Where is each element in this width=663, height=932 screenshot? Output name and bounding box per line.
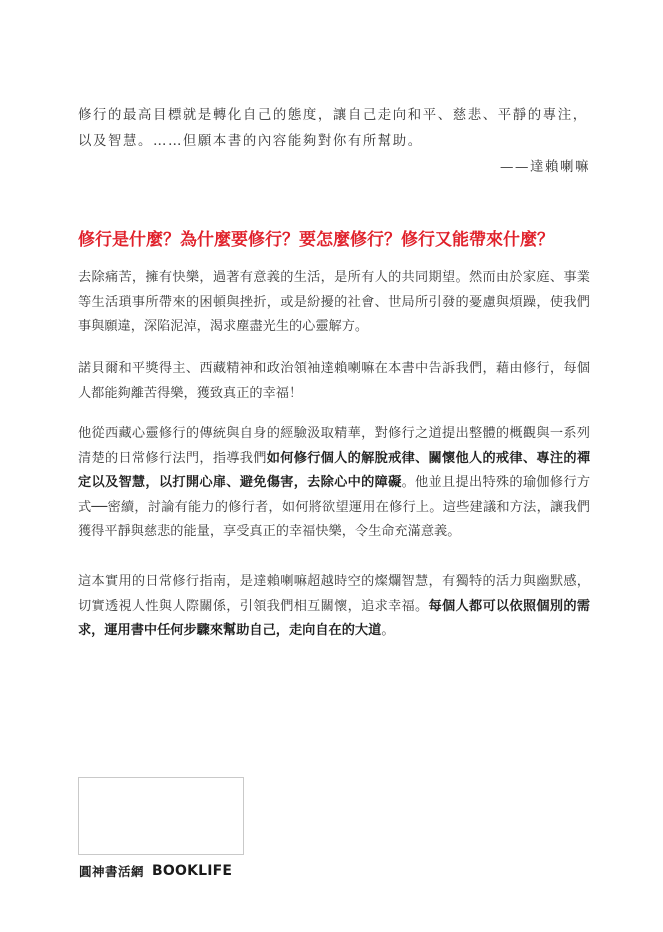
paragraph-4-text-end: 。	[381, 623, 395, 638]
paragraph-3-text-end: 。他並且提出特殊的瑜伽修行方式──密續，討論有能力的修行者，如何將欲望運用在修行上。這些建議和方法，讓我們獲得平靜與慈悲的能量，享受真正的幸福快樂，令生命充滿意義。	[78, 475, 591, 539]
opening-quote: 修行的最高目標就是轉化自己的態度，讓自己走向和平、慈悲、平靜的專注，以及智慧。……但願本書的內容能夠對你有所幫助。	[78, 108, 588, 149]
paragraph-3	[78, 422, 590, 545]
publisher-footer	[79, 861, 232, 881]
publisher-chinese-name: 圓神書活網	[79, 864, 145, 879]
image-placeholder-box	[78, 777, 244, 855]
paragraph-4-emphasis: 每個人都可以依照個別的需求，運用書中任何步驟來幫助自己，走向自在的大道	[78, 598, 590, 638]
quote-attribution: ——達賴喇嘛	[500, 160, 590, 175]
paragraph-3-text-start: 他從西藏心靈修行的傳統與自身的經驗汲取精華，對修行之道提出整體的概觀與一系列清楚的日常修行法門，指導我們	[78, 426, 590, 466]
publisher-brand-logo: BOOKLIFE	[152, 863, 233, 879]
paragraph-1: 去除痛苦，擁有快樂，過著有意義的生活，是所有人的共同期望。然而由於家庭、事業等生活瑣事所帶來的困頓與挫折，或是紛擾的社會、世局所引發的憂慮與煩躁，使我們事與願違，深陷泥淖，渴求塵盡光生的心靈解方。	[78, 270, 590, 334]
section-heading: 修行是什麼？為什麼要修行？要怎麼修行？修行又能帶來什麼？	[78, 230, 554, 250]
paragraph-4	[78, 570, 590, 644]
paragraph-4-text-start: 這本實用的日常修行指南，是達賴喇嘛超越時空的燦爛智慧，有獨特的活力與幽默感，切實透視人性與人際關係，引領我們相互關懷，追求幸福。	[78, 574, 590, 614]
paragraph-3-emphasis: 如何修行個人的解脫戒律、關懷他人的戒律、專注的禪定以及智慧，以打開心扉、避免傷害，去除心中的障礙	[78, 450, 591, 490]
paragraph-2: 諾貝爾和平獎得主、西藏精神和政治領袖達賴喇嘛在本書中告訴我們，藉由修行，每個人都能夠離苦得樂，獲致真正的幸福！	[78, 361, 590, 401]
